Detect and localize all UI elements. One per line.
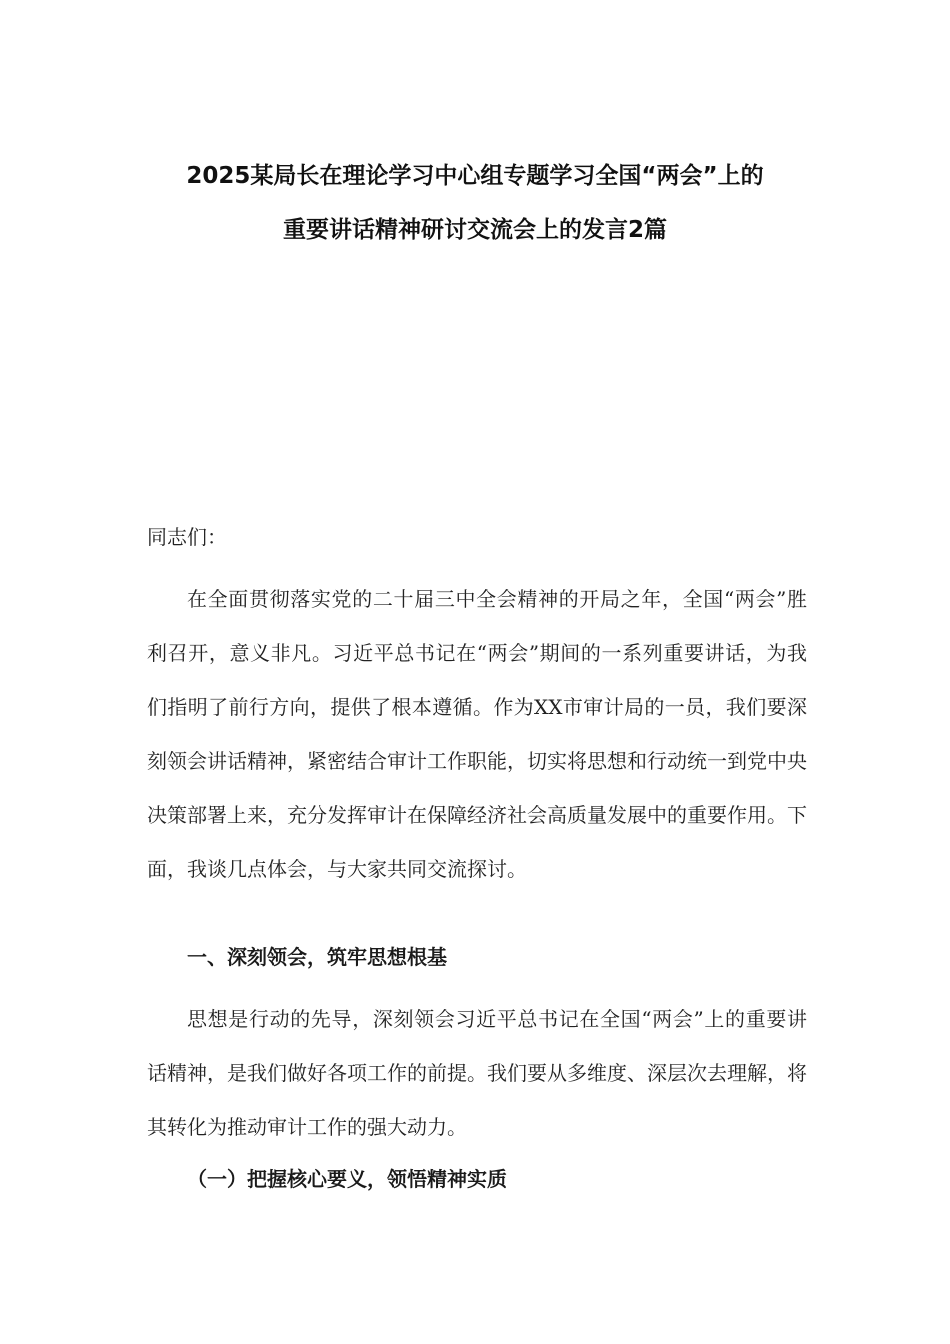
paragraph-section-1 [147, 992, 807, 1154]
document-title-line-1: 2025某局长在理论学习中心组专题学习全国“两会”上的 [186, 163, 764, 189]
subsection-heading-1: （一）把握核心要义，领悟精神实质 [187, 1167, 507, 1191]
section-heading-1: 一、深刻领会，筑牢思想根基 [187, 945, 447, 969]
paragraph-section-1-text: 思想是行动的先导，深刻领会习近平总书记在全国“两会”上的重要讲话精神，是我们做好各项工作的前提。我们要从多维度、深层次去理解，将其转化为推动审计工作的强大动力。 [147, 1007, 807, 1139]
salutation [147, 510, 807, 564]
paragraph-intro-text: 在全面贯彻落实党的二十届三中全会精神的开局之年，全国“两会”胜利召开，意义非凡。习近平总书记在“两会”期间的一系列重要讲话，为我们指明了前行方向，提供了根本遵循。作为XX市审计局的一员，我们要深刻领会讲话精神，紧密结合审计工作职能，切实将思想和行动统一到党中央决策部署上来，充分发挥审计在保障经济社会高质量发展中的重要作用。下面，我谈几点体会，与大家共同交流探讨。 [147, 587, 807, 881]
paragraph-intro [147, 572, 807, 896]
salutation-text: 同志们： [147, 525, 227, 549]
document-title-line-2: 重要讲话精神研讨交流会上的发言2篇 [282, 217, 667, 243]
